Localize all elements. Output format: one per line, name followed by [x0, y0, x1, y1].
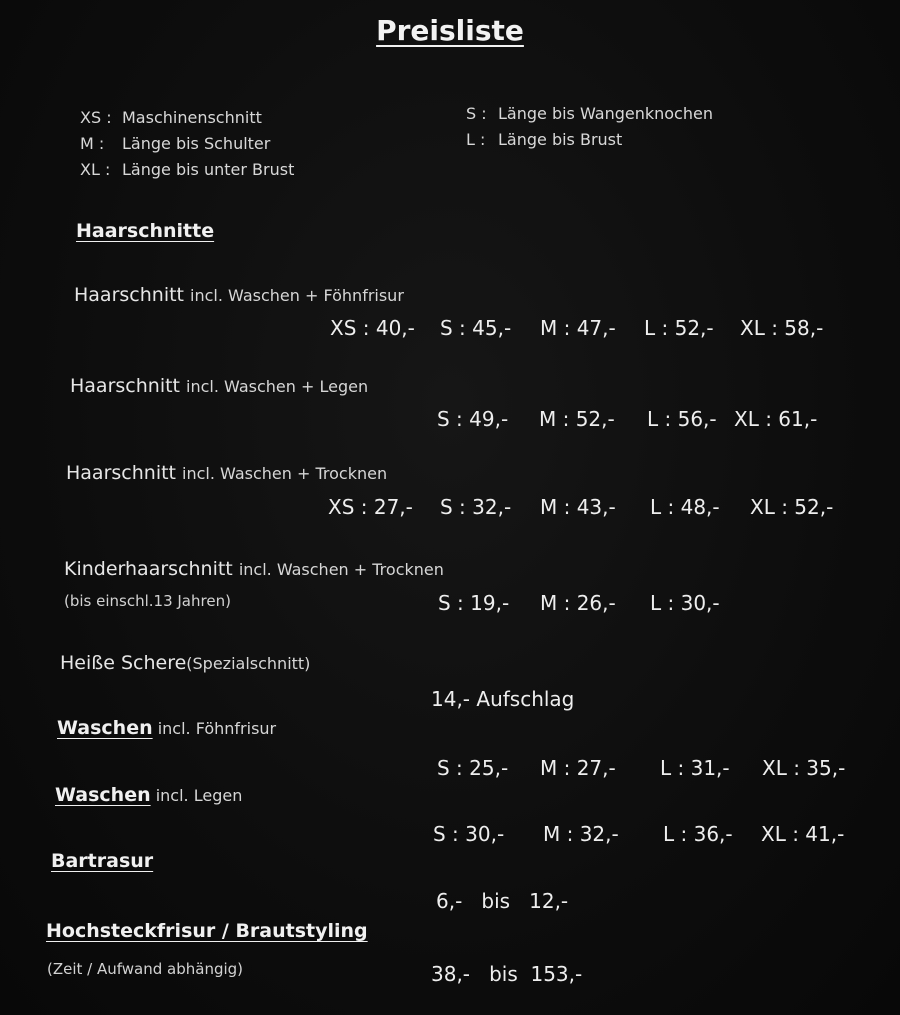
legend-key: XS : [80, 108, 112, 127]
service-note-age: (bis einschl.13 Jahren) [64, 592, 231, 610]
price-xl: XL : 61,- [734, 407, 818, 431]
service-waschen-legen [55, 784, 242, 806]
price-row-kinderhaarschnitt [438, 591, 720, 615]
price-m: M : 26,- [540, 591, 616, 615]
price-xl: XL : 58,- [740, 316, 824, 340]
service-name: Haarschnitt [70, 375, 180, 397]
service-name: Kinderhaarschnitt [64, 558, 233, 580]
legend-text: Länge bis Schulter [122, 134, 271, 153]
legend-text: Maschinenschnitt [122, 108, 262, 127]
price-hochsteckfrisur: 38,- bis 153,- [431, 962, 583, 986]
price-s: S : 49,- [437, 407, 509, 431]
service-detail: incl. Waschen + Trocknen [182, 464, 388, 483]
page-title: Preisliste [376, 14, 524, 47]
price-s: S : 19,- [438, 591, 510, 615]
price-l: L : 31,- [660, 756, 730, 780]
price-m: M : 32,- [543, 822, 619, 846]
price-xl: XL : 35,- [762, 756, 846, 780]
service-heisse-schere [60, 652, 310, 674]
price-bartrasur: 6,- bis 12,- [436, 889, 569, 913]
service-detail: (Spezialschnitt) [186, 654, 311, 673]
price-m: M : 27,- [540, 756, 616, 780]
service-haarschnitt-foehnfrisur [74, 284, 404, 306]
price-l: L : 36,- [663, 822, 733, 846]
service-waschen-foehnfrisur [57, 717, 276, 739]
price-heisse-schere: 14,- Aufschlag [431, 687, 575, 711]
price-xl: XL : 41,- [761, 822, 845, 846]
service-detail: incl. Waschen + Föhnfrisur [190, 286, 404, 305]
legend-key: S : [466, 104, 487, 123]
legend-text: Länge bis Brust [498, 130, 623, 149]
service-name: Waschen [55, 784, 151, 806]
service-haarschnitt-legen [70, 375, 368, 397]
price-m: M : 43,- [540, 495, 616, 519]
legend-item-s [466, 104, 713, 130]
price-l: L : 30,- [650, 591, 720, 615]
service-note-effort: (Zeit / Aufwand abhängig) [47, 960, 244, 978]
legend-text: Länge bis Wangenknochen [498, 104, 713, 123]
price-row-haarschnitt-foehnfrisur [330, 316, 823, 340]
price-m: M : 52,- [539, 407, 615, 431]
price-s: S : 45,- [440, 316, 512, 340]
price-s: S : 32,- [440, 495, 512, 519]
service-detail: incl. Waschen + Trocknen [238, 560, 444, 579]
price-xs: XS : 27,- [328, 495, 413, 519]
service-detail: incl. Föhnfrisur [157, 719, 277, 738]
price-l: L : 52,- [644, 316, 714, 340]
service-detail: incl. Legen [155, 786, 243, 805]
legend-item-m [80, 134, 294, 160]
service-detail: incl. Waschen + Legen [186, 377, 369, 396]
legend-item-xl [80, 160, 294, 186]
section-heading-haarschnitte: Haarschnitte [76, 220, 215, 242]
service-name: Haarschnitt [66, 462, 176, 484]
price-xl: XL : 52,- [750, 495, 834, 519]
service-bartrasur: Bartrasur [51, 850, 154, 872]
size-legend-left [80, 108, 294, 186]
service-haarschnitt-trocknen [66, 462, 387, 484]
legend-key: L : [466, 130, 486, 149]
service-name: Heiße Schere [60, 652, 187, 674]
legend-item-xs [80, 108, 294, 134]
service-hochsteckfrisur: Hochsteckfrisur / Brautstyling [46, 920, 368, 942]
legend-key: M : [80, 134, 105, 153]
size-legend-right [466, 104, 713, 156]
price-row-waschen-legen [433, 822, 844, 846]
legend-item-l [466, 130, 713, 156]
price-row-waschen-foehnfrisur [437, 756, 845, 780]
price-l: L : 56,- [647, 407, 717, 431]
service-name: Haarschnitt [74, 284, 184, 306]
price-s: S : 25,- [437, 756, 509, 780]
legend-key: XL : [80, 160, 111, 179]
price-l: L : 48,- [650, 495, 720, 519]
service-kinderhaarschnitt [64, 558, 444, 580]
price-m: M : 47,- [540, 316, 616, 340]
price-row-haarschnitt-legen [437, 407, 817, 431]
price-s: S : 30,- [433, 822, 505, 846]
service-name: Waschen [57, 717, 153, 739]
price-xs: XS : 40,- [330, 316, 415, 340]
price-row-haarschnitt-trocknen [328, 495, 833, 519]
legend-text: Länge bis unter Brust [122, 160, 295, 179]
